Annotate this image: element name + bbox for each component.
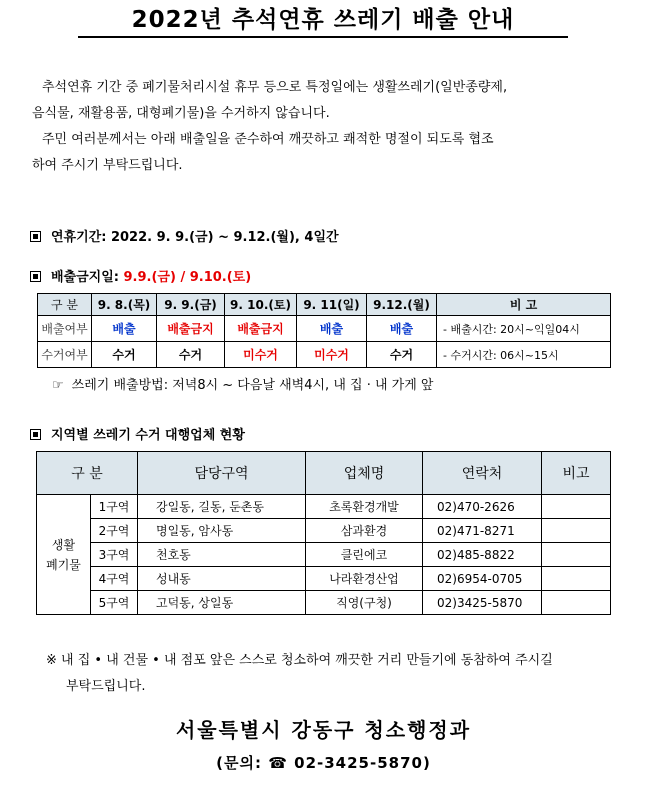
table-row xyxy=(37,567,611,591)
phone-cell: 02)6954-0705 xyxy=(423,567,542,591)
company-cell: 클린에코 xyxy=(306,543,423,567)
contractors-table xyxy=(36,451,611,615)
holiday-label: 연휴기간: 2022. 9. 9.(금) ~ 9.12.(월), 4일간 xyxy=(51,230,339,245)
ban-days: 9.9.(금) / 9.10.(토) xyxy=(123,270,252,285)
footnote-line: 부탁드립니다. xyxy=(66,679,146,694)
status-cell: 배출금지 xyxy=(157,316,225,342)
area-cell: 강일동, 길동, 둔촌동 xyxy=(138,495,306,519)
footnote xyxy=(46,648,616,700)
zone-cell: 3구역 xyxy=(91,543,138,567)
header-cell: 연락처 xyxy=(423,452,542,495)
pointing-hand-icon: ☞ xyxy=(52,378,64,393)
phone-cell: 02)471-8271 xyxy=(423,519,542,543)
holiday-section xyxy=(30,226,339,245)
square-bullet-icon xyxy=(30,429,41,440)
phone-cell: 02)3425-5870 xyxy=(423,591,542,615)
table-row xyxy=(37,495,611,519)
status-cell: 수거 xyxy=(367,342,437,368)
note-cell xyxy=(542,519,611,543)
schedule-row-collection xyxy=(38,342,611,368)
note-cell xyxy=(542,543,611,567)
intro-paragraph xyxy=(32,75,622,179)
row-note: - 수거시간: 06시~15시 xyxy=(437,342,611,368)
group-label: 생활 xyxy=(51,537,76,552)
intro-line: 음식물, 재활용품, 대형폐기물)을 수거하지 않습니다. xyxy=(32,106,330,121)
intro-line: 주민 여러분께서는 아래 배출일을 준수하여 깨끗하고 쾌적한 명절이 되도록 협조 xyxy=(42,132,494,147)
schedule-row-disposal xyxy=(38,316,611,342)
schedule-header-row xyxy=(38,294,611,316)
schedule-date: 9. 10.(토) xyxy=(225,294,297,316)
area-cell: 성내동 xyxy=(138,567,306,591)
status-cell: 배출 xyxy=(92,316,157,342)
schedule-table xyxy=(37,293,611,368)
company-cell: 초록환경개발 xyxy=(306,495,423,519)
header-cell: 업체명 xyxy=(306,452,423,495)
status-cell: 미수거 xyxy=(225,342,297,368)
zone-cell: 5구역 xyxy=(91,591,138,615)
row-label: 배출여부 xyxy=(38,316,92,342)
contractors-header-row xyxy=(37,452,611,495)
status-cell: 배출 xyxy=(367,316,437,342)
intro-line: 추석연휴 기간 중 폐기물처리시설 휴무 등으로 특정일에는 생활쓰레기(일반종량제, xyxy=(42,80,508,95)
ban-label: 배출금지일: xyxy=(51,270,124,285)
schedule-date: 9. 11(일) xyxy=(297,294,367,316)
area-cell: 명일동, 암사동 xyxy=(138,519,306,543)
status-cell: 배출금지 xyxy=(225,316,297,342)
group-label: 폐기물 xyxy=(46,557,81,572)
ban-section xyxy=(30,266,251,285)
row-note: - 배출시간: 20시~익일04시 xyxy=(437,316,611,342)
contractors-section xyxy=(30,424,245,443)
header-cell: 구 분 xyxy=(37,452,138,495)
schedule-header-label: 구 분 xyxy=(38,294,92,316)
table-row xyxy=(37,543,611,567)
area-cell: 천호동 xyxy=(138,543,306,567)
footnote-line: ※ 내 집 • 내 건물 • 내 점포 앞은 스스로 청소하여 깨끗한 거리 만들기에 동참하여 주시길 xyxy=(46,653,553,668)
status-cell: 미수거 xyxy=(297,342,367,368)
phone-cell: 02)470-2626 xyxy=(423,495,542,519)
zone-cell: 1구역 xyxy=(91,495,138,519)
phone-cell: 02)485-8822 xyxy=(423,543,542,567)
header-cell: 담당구역 xyxy=(138,452,306,495)
method-text: 쓰레기 배출방법: 저녁8시 ~ 다음날 새벽4시, 내 집 · 내 가게 앞 xyxy=(71,378,434,393)
status-cell: 배출 xyxy=(297,316,367,342)
zone-cell: 2구역 xyxy=(91,519,138,543)
zone-cell: 4구역 xyxy=(91,567,138,591)
square-bullet-icon xyxy=(30,271,41,282)
company-cell: 직영(구청) xyxy=(306,591,423,615)
status-cell: 수거 xyxy=(92,342,157,368)
department-name: 서울특별시 강동구 청소행정과 xyxy=(175,718,472,742)
schedule-date: 9. 9.(금) xyxy=(157,294,225,316)
intro-line: 하여 주시기 부탁드립니다. xyxy=(32,158,183,173)
company-cell: 삼과환경 xyxy=(306,519,423,543)
table-row xyxy=(37,519,611,543)
contact-info: (문의: ☎ 02-3425-5870) xyxy=(216,754,431,772)
company-cell: 나라환경산업 xyxy=(306,567,423,591)
note-cell xyxy=(542,495,611,519)
square-bullet-icon xyxy=(30,231,41,242)
disposal-method xyxy=(52,374,433,393)
header-cell: 비고 xyxy=(542,452,611,495)
schedule-date: 9. 8.(목) xyxy=(92,294,157,316)
note-cell xyxy=(542,567,611,591)
schedule-date: 9.12.(월) xyxy=(367,294,437,316)
note-cell xyxy=(542,591,611,615)
schedule-note-header: 비 고 xyxy=(437,294,611,316)
group-cell xyxy=(37,495,91,615)
table-row xyxy=(37,591,611,615)
page-title: 2022년 추석연휴 쓰레기 배출 안내 xyxy=(78,4,568,38)
row-label: 수거여부 xyxy=(38,342,92,368)
area-cell: 고덕동, 상일동 xyxy=(138,591,306,615)
contractors-title: 지역별 쓰레기 수거 대행업체 현황 xyxy=(51,428,245,443)
status-cell: 수거 xyxy=(157,342,225,368)
